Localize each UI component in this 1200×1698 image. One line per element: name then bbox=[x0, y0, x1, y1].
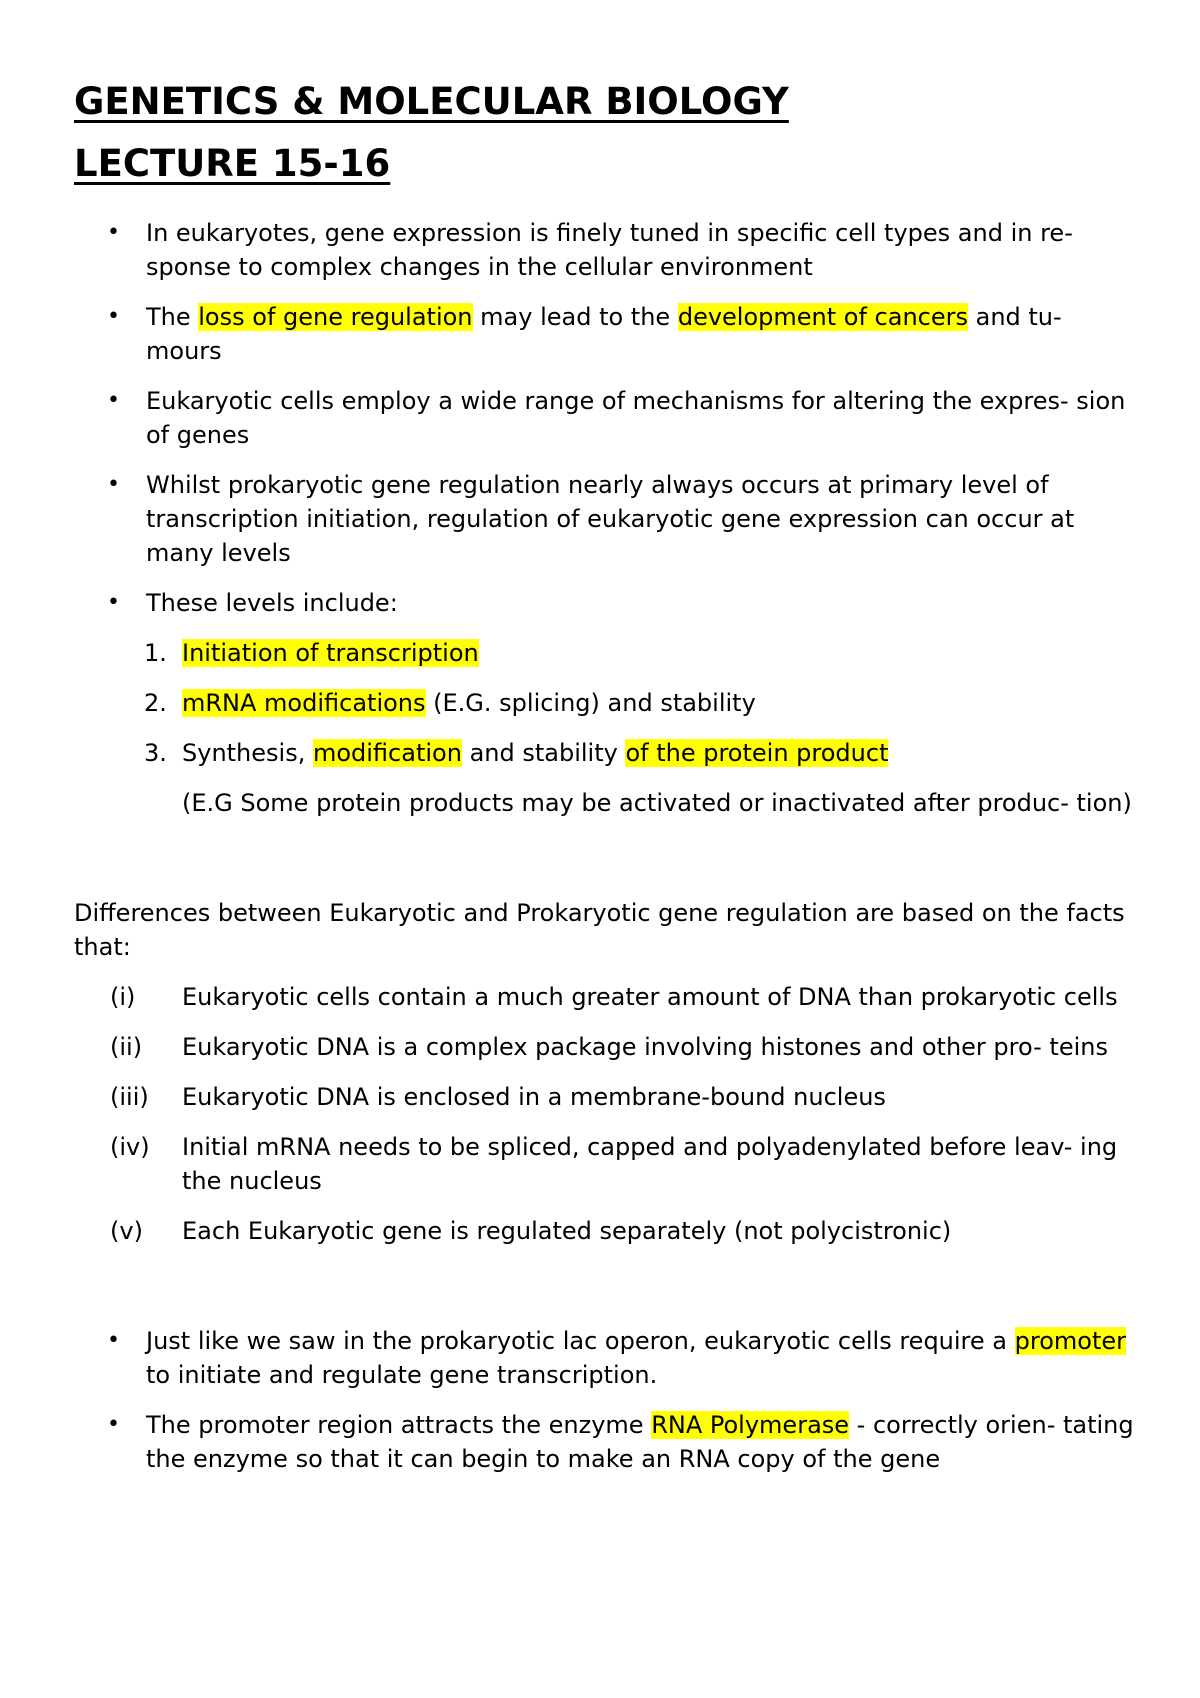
level-number: 3. bbox=[144, 739, 167, 767]
section-spacer bbox=[74, 1264, 1134, 1324]
bullet-text bbox=[146, 471, 1074, 567]
highlighted-text: Initiation of transcription bbox=[182, 639, 479, 667]
document-title: GENETICS & MOLECULAR BIOLOGY bbox=[74, 80, 789, 123]
highlighted-text: promoter bbox=[1014, 1327, 1127, 1355]
text-run: Just like we saw in the prokaryotic lac operon, eukaryotic cells require a bbox=[146, 1327, 1015, 1355]
text-run: These levels include: bbox=[146, 589, 398, 617]
bullet-item bbox=[74, 1324, 1134, 1392]
text-run: Synthesis, bbox=[182, 739, 313, 767]
levels-list bbox=[74, 636, 1134, 770]
highlighted-text: of the protein product bbox=[625, 739, 889, 767]
highlighted-text: loss of gene regulation bbox=[198, 303, 473, 331]
lecture-title: LECTURE 15-16 bbox=[74, 142, 391, 185]
title-block bbox=[74, 80, 1134, 204]
document-page bbox=[74, 80, 1134, 1492]
difference-item bbox=[74, 1080, 1134, 1114]
text-run: and stability bbox=[461, 739, 626, 767]
bullet-dot-icon: • bbox=[107, 472, 120, 497]
text-run: Whilst prokaryotic gene regulation nearly always occurs at primary level of transcription initiation, regulation of eukaryotic gene expression can occur at many levels bbox=[146, 471, 1075, 567]
level-text bbox=[182, 639, 479, 667]
difference-text: Eukaryotic DNA is enclosed in a membrane-bound nucleus bbox=[182, 1083, 886, 1111]
bullet-item bbox=[74, 300, 1134, 368]
bullet-dot-icon: • bbox=[107, 304, 120, 329]
roman-numeral: (ii) bbox=[110, 1033, 143, 1061]
levels-note: (E.G Some protein products may be activated or inactivated after produc- tion) bbox=[182, 789, 1132, 817]
bullet-dot-icon: • bbox=[107, 1328, 120, 1353]
difference-text: Initial mRNA needs to be spliced, capped and polyadenylated before leav- ing the nucleus bbox=[182, 1133, 1118, 1195]
difference-item bbox=[74, 1130, 1134, 1198]
roman-numeral: (v) bbox=[110, 1217, 143, 1245]
roman-numeral: (i) bbox=[110, 983, 136, 1011]
bullet-text bbox=[146, 219, 1073, 281]
text-run: may lead to the bbox=[472, 303, 678, 331]
bullet-text bbox=[146, 589, 398, 617]
bullet-dot-icon: • bbox=[107, 1412, 120, 1437]
text-run: - correctly orien- tating the enzyme so that it can begin to make an RNA copy of the gene bbox=[146, 1411, 1134, 1473]
bullet-text bbox=[146, 1411, 1134, 1473]
bullet-text bbox=[146, 303, 1062, 365]
text-run: The bbox=[146, 303, 199, 331]
highlighted-text: development of cancers bbox=[677, 303, 968, 331]
bullet-dot-icon: • bbox=[107, 220, 120, 245]
highlighted-text: mRNA modifications bbox=[182, 689, 426, 717]
roman-numeral: (iv) bbox=[110, 1133, 150, 1161]
text-run: In eukaryotes, gene expression is finely tuned in specific cell types and in re- sponse to complex changes in the cellular environment bbox=[146, 219, 1073, 281]
bullet-item bbox=[74, 468, 1134, 570]
level-item bbox=[74, 736, 1134, 770]
bullet-item bbox=[74, 586, 1134, 620]
level-number: 1. bbox=[144, 639, 167, 667]
level-text bbox=[182, 689, 756, 717]
text-run: (E.G. splicing) and stability bbox=[425, 689, 756, 717]
difference-item bbox=[74, 980, 1134, 1014]
difference-text: Eukaryotic DNA is a complex package involving histones and other pro- teins bbox=[182, 1033, 1108, 1061]
text-run: Eukaryotic cells employ a wide range of mechanisms for altering the expres- sion of genes bbox=[146, 387, 1126, 449]
bullet-list-promoter bbox=[74, 1324, 1134, 1476]
text-run: The promoter region attracts the enzyme bbox=[146, 1411, 652, 1439]
bullet-text bbox=[146, 387, 1125, 449]
bullet-item bbox=[74, 216, 1134, 284]
highlighted-text: modification bbox=[312, 739, 462, 767]
difference-item bbox=[74, 1214, 1134, 1248]
bullet-item bbox=[74, 384, 1134, 452]
difference-text: Eukaryotic cells contain a much greater amount of DNA than prokaryotic cells bbox=[182, 983, 1118, 1011]
level-item bbox=[74, 636, 1134, 670]
level-item bbox=[74, 686, 1134, 720]
level-text bbox=[182, 739, 888, 767]
roman-numeral: (iii) bbox=[110, 1083, 149, 1111]
difference-item bbox=[74, 1030, 1134, 1064]
text-run: to initiate and regulate gene transcription. bbox=[146, 1361, 658, 1389]
bullet-list-intro bbox=[74, 216, 1134, 620]
bullet-dot-icon: • bbox=[107, 388, 120, 413]
differences-list bbox=[74, 980, 1134, 1248]
bullet-text bbox=[146, 1327, 1126, 1389]
level-number: 2. bbox=[144, 689, 167, 717]
highlighted-text: RNA Polymerase bbox=[651, 1411, 850, 1439]
bullet-dot-icon: • bbox=[107, 590, 120, 615]
difference-text: Each Eukaryotic gene is regulated separately (not polycistronic) bbox=[182, 1217, 952, 1245]
bullet-item bbox=[74, 1408, 1134, 1476]
text-run: and tu- mours bbox=[146, 303, 1062, 365]
differences-intro: Differences between Eukaryotic and Prokaryotic gene regulation are based on the facts that: bbox=[74, 899, 1125, 961]
